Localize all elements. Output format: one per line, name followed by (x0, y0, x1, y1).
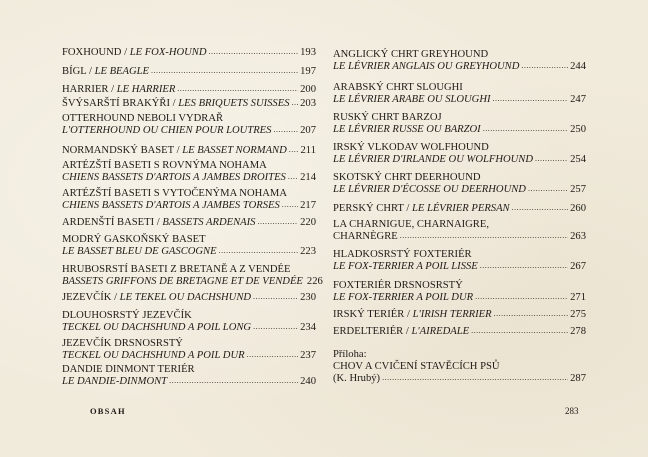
entry-page-number: 247 (570, 94, 586, 105)
dot-leader (253, 324, 298, 330)
toc-line (62, 276, 323, 288)
entry-czech-title: ARTÉZŠTÍ BASETI S ROVNÝMA NOHAMA (62, 160, 267, 171)
dot-leader (528, 186, 568, 192)
entry-french-title: LE LÉVRIER RUSSE OU BARZOI (333, 124, 481, 135)
entry-title (333, 249, 472, 261)
toc-entry (62, 66, 316, 78)
dot-leader (282, 202, 298, 208)
entry-title (333, 292, 473, 304)
toc-entry (62, 47, 316, 59)
toc-entry (62, 84, 316, 96)
entry-french-title: L'OTTERHOUND OU CHIEN POUR LOUTRES (62, 125, 272, 136)
entry-french-title: LE LÉVRIER D'IRLANDE OU WOLFHOUND (333, 154, 534, 165)
toc-entry (333, 142, 586, 166)
toc-line (62, 98, 316, 110)
toc-line (333, 219, 586, 231)
footer-page-number: 283 (565, 406, 579, 416)
toc-entry (62, 310, 316, 334)
entry-page-number: 217 (300, 200, 316, 211)
entry-french-title: LE BASSET BLEU DE GASCOGNE (62, 246, 217, 257)
entry-czech-title: FOXTERIÉR DRSNOSRSTÝ (333, 280, 463, 291)
entry-french-title: LE LÉVRIER ARABE OU SLOUGHI (333, 94, 491, 105)
entry-page-number: 197 (300, 66, 316, 77)
footer-section-label: OBSAH (90, 406, 126, 416)
entry-czech-title: CHARNÈGRE (333, 231, 398, 242)
entry-page-number: 200 (300, 84, 316, 95)
toc-entry (333, 249, 586, 273)
dot-leader (289, 147, 299, 153)
entry-title (62, 322, 251, 334)
entry-title (333, 112, 442, 124)
entry-french-title: CHIENS BASSETS D'ARTOIS A JAMBES DROITES (62, 172, 286, 183)
toc-line (333, 49, 586, 61)
entry-czech-title: LA CHARNIGUE, CHARNAIGRE, (333, 219, 489, 230)
toc-entry (333, 112, 586, 136)
toc-entry (333, 309, 586, 321)
toc-entry (333, 219, 586, 243)
entry-title (333, 184, 526, 196)
entry-french-title: LE BASSET NORMAND (182, 145, 287, 156)
entry-czech-title: DLOUHOSRSTÝ JEZEVČÍK (62, 310, 192, 321)
entry-title (62, 145, 287, 157)
toc-line (333, 82, 586, 94)
entry-page-number: 214 (300, 172, 316, 183)
toc-line (62, 188, 316, 200)
toc-entry (333, 349, 586, 385)
entry-title (333, 142, 489, 154)
entry-czech-title: SKOTSKÝ CHRT DEERHOUND (333, 172, 481, 183)
entry-title (333, 172, 481, 184)
entry-title (62, 66, 149, 78)
toc-line (62, 160, 316, 172)
entry-title (333, 261, 478, 273)
toc-entry (333, 326, 586, 338)
toc-line (62, 172, 316, 184)
dot-leader (253, 294, 298, 300)
entry-french-title: TECKEL OU DACHSHUND A POIL DUR (62, 350, 245, 361)
entry-french-title: LE FOX-HOUND (129, 47, 207, 58)
dot-leader (209, 49, 299, 55)
entry-title (62, 234, 206, 246)
dot-leader (177, 86, 298, 92)
toc-line (333, 280, 586, 292)
toc-line (62, 350, 316, 362)
entry-french-title: LE TEKEL OU DACHSHUND (119, 292, 252, 303)
dot-leader (257, 219, 298, 225)
toc-line (333, 249, 586, 261)
entry-title (333, 154, 533, 166)
entry-czech-title: OTTERHOUND NEBOLI VYDRAŘ (62, 113, 224, 124)
entry-french-title: BASSETS GRIFFONS DE BRETAGNE ET DE VENDÉE (62, 276, 303, 287)
entry-czech-title: BÍGL / (62, 66, 95, 77)
toc-line (62, 322, 316, 334)
entry-french-title: LE LÉVRIER ANGLAIS OU GREYHOUND (333, 61, 520, 72)
toc-entry (62, 217, 316, 229)
entry-title (62, 292, 251, 304)
entry-czech-title: ANGLICKÝ CHRT GREYHOUND (333, 49, 489, 60)
entry-french-title: LE FOX-TERRIER A POIL LISSE (333, 261, 478, 272)
entry-french-title: L'IRISH TERRIER (412, 309, 492, 320)
entry-czech-title: HLADKOSRSTÝ FOXTERIÉR (333, 249, 472, 260)
toc-line (333, 203, 586, 215)
dot-leader (475, 294, 568, 300)
toc-entry (62, 292, 316, 304)
entry-page-number: 271 (570, 292, 586, 303)
entry-title (62, 364, 195, 376)
entry-czech-title: CHOV A CVIČENÍ STAVĚCÍCH PSŮ (333, 361, 500, 372)
toc-line (333, 361, 586, 373)
toc-line (62, 246, 316, 258)
entry-french-title: L'AIREDALE (411, 326, 470, 337)
entry-title (62, 113, 223, 125)
toc-line (333, 231, 586, 243)
dot-leader (480, 263, 568, 269)
entry-czech-title: NORMANDSKÝ BASET / (62, 145, 183, 156)
entry-czech-title: FOXHOUND / (62, 47, 130, 58)
entry-czech-title: ŠVÝSARŠTÍ BRAKÝŘI / (62, 98, 179, 109)
toc-entry (62, 338, 316, 362)
toc-line (62, 264, 316, 276)
entry-title (333, 326, 469, 338)
entry-title (62, 217, 255, 229)
dot-leader (493, 96, 569, 102)
toc-line (333, 309, 586, 321)
toc-line (333, 184, 586, 196)
entry-page-number: 211 (300, 145, 316, 156)
toc-line (62, 292, 316, 304)
toc-line (333, 373, 586, 385)
entry-page-number: 207 (300, 125, 316, 136)
dot-leader (382, 375, 568, 381)
entry-page-number: 237 (300, 350, 316, 361)
toc-line (333, 124, 586, 136)
entry-czech-title: PERSKÝ CHRT / (333, 203, 412, 214)
dot-leader (494, 311, 568, 317)
entry-title (333, 280, 463, 292)
entry-title (62, 47, 207, 59)
entry-title (62, 376, 167, 388)
entry-czech-title: DANDIE DINMONT TERIÉR (62, 364, 195, 375)
entry-czech-title: RUSKÝ CHRT BARZOJ (333, 112, 442, 123)
toc-line (62, 364, 316, 376)
toc-entry (62, 264, 323, 288)
toc-entry (62, 234, 316, 258)
toc-line (62, 376, 316, 388)
toc-entry (333, 203, 586, 215)
dot-leader (400, 233, 568, 239)
dot-leader (273, 127, 298, 133)
entry-title (333, 61, 519, 73)
entry-czech-title: ARABSKÝ CHRT SLOUGHI (333, 82, 463, 93)
toc-entry (62, 113, 316, 137)
entry-page-number: 254 (570, 154, 586, 165)
entry-french-title: LE DANDIE-DINMONT (62, 376, 168, 387)
toc-line (62, 113, 316, 125)
entry-title (62, 350, 245, 362)
entry-title (62, 310, 192, 322)
entry-page-number: 193 (300, 47, 316, 58)
toc-line (62, 47, 316, 59)
entry-french-title: TECKEL OU DACHSHUND A POIL LONG (62, 322, 252, 333)
entry-french-title: LE HARRIER (116, 84, 176, 95)
entry-title (333, 373, 380, 385)
dot-leader (288, 174, 298, 180)
entry-czech-title: MODRÝ GASKOŇSKÝ BASET (62, 234, 206, 245)
entry-page-number: 278 (570, 326, 586, 337)
toc-entry (333, 49, 586, 73)
toc-entry (333, 280, 586, 304)
toc-entry (62, 98, 316, 110)
entry-page-number: 257 (570, 184, 586, 195)
entry-title (62, 338, 183, 350)
toc-line (62, 310, 316, 322)
entry-czech-title: JEZEVČÍK DRSNOSRSTÝ (62, 338, 183, 349)
entry-french-title: LE LÉVRIER PERSAN (411, 203, 510, 214)
entry-page-number: 267 (570, 261, 586, 272)
entry-title (62, 246, 217, 258)
entry-czech-title: HRUBOSRSTÍ BASETI Z BRETANĚ A Z VENDÉE (62, 264, 291, 275)
toc-line (333, 61, 586, 73)
dot-leader (219, 248, 299, 254)
dot-leader (512, 205, 568, 211)
toc-line (62, 125, 316, 137)
entry-french-title: LE FOX-TERRIER A POIL DUR (333, 292, 474, 303)
toc-line (333, 349, 586, 361)
toc-line (62, 234, 316, 246)
entry-czech-title: ERDELTERIÉR / (333, 326, 412, 337)
entry-title (333, 361, 500, 373)
entry-title (62, 188, 287, 200)
entry-page-number: 260 (570, 203, 586, 214)
dot-leader (169, 378, 298, 384)
toc-line (333, 172, 586, 184)
entry-page-number: 250 (570, 124, 586, 135)
entry-title (62, 84, 175, 96)
entry-czech-title: IRSKÝ VLKODAV WOLFHOUND (333, 142, 489, 153)
toc-line (62, 217, 316, 229)
entry-czech-title: JEZEVČÍK / (62, 292, 120, 303)
entry-title (62, 160, 267, 172)
toc-line (333, 112, 586, 124)
entry-title (62, 98, 290, 110)
entry-title (333, 82, 463, 94)
toc-entry (62, 160, 316, 184)
toc-entry (62, 364, 316, 388)
toc-line (333, 261, 586, 273)
toc-line (333, 154, 586, 166)
entry-czech-title: HARRIER / (62, 84, 117, 95)
toc-line (62, 200, 316, 212)
entry-page-number: 244 (570, 61, 586, 72)
entry-title (333, 309, 492, 321)
toc-line (333, 292, 586, 304)
entry-page-number: 230 (300, 292, 316, 303)
entry-page-number: 240 (300, 376, 316, 387)
entry-page-number: 287 (570, 373, 586, 384)
toc-line (333, 142, 586, 154)
toc-line (62, 145, 316, 157)
entry-title (333, 231, 398, 243)
dot-leader (247, 352, 299, 358)
dot-leader (471, 328, 568, 334)
entry-title (333, 349, 367, 361)
dot-leader (483, 126, 568, 132)
entry-page-number: 234 (300, 322, 316, 333)
entry-czech-title: ARTÉZŠTÍ BASETI S VYTOČENÝMA NOHAMA (62, 188, 287, 199)
entry-page-number: 226 (306, 276, 323, 287)
dot-leader (151, 68, 298, 74)
toc-line (333, 326, 586, 338)
entry-title (62, 200, 280, 212)
toc-line (62, 338, 316, 350)
entry-title (62, 264, 291, 276)
entry-czech-title: ARDENŠTÍ BASETI / (62, 217, 163, 228)
dot-leader (521, 63, 568, 69)
dot-leader (535, 156, 568, 162)
entry-french-title: LE LÉVRIER D'ÉCOSSE OU DEERHOUND (333, 184, 526, 195)
entry-page-number: 223 (300, 246, 316, 257)
entry-title (333, 49, 488, 61)
entry-page-number: 263 (570, 231, 586, 242)
toc-line (62, 66, 316, 78)
toc-entry (333, 172, 586, 196)
toc-entry (333, 82, 586, 106)
entry-page-number: 275 (570, 309, 586, 320)
toc-entry (62, 145, 316, 157)
toc-line (333, 94, 586, 106)
toc-entry (62, 188, 316, 212)
entry-title (62, 125, 271, 137)
entry-french-title: LE BEAGLE (94, 66, 150, 77)
entry-title (333, 124, 481, 136)
entry-title (62, 276, 303, 288)
entry-title (62, 172, 286, 184)
entry-czech-title: IRSKÝ TERIÉR / (333, 309, 413, 320)
entry-page-number: 203 (300, 98, 316, 109)
entry-french-title: CHIENS BASSETS D'ARTOIS A JAMBES TORSES (62, 200, 280, 211)
dot-leader (292, 100, 299, 106)
entry-title (333, 203, 510, 215)
entry-czech-title: Příloha: (333, 349, 367, 360)
entry-title (333, 94, 491, 106)
toc-line (62, 84, 316, 96)
entry-page-number: 220 (300, 217, 316, 228)
entry-czech-title: (K. Hrubý) (333, 373, 381, 384)
entry-title (333, 219, 489, 231)
entry-french-title: BASSETS ARDENAIS (162, 217, 256, 228)
entry-french-title: LES BRIQUETS SUISSES (178, 98, 290, 109)
